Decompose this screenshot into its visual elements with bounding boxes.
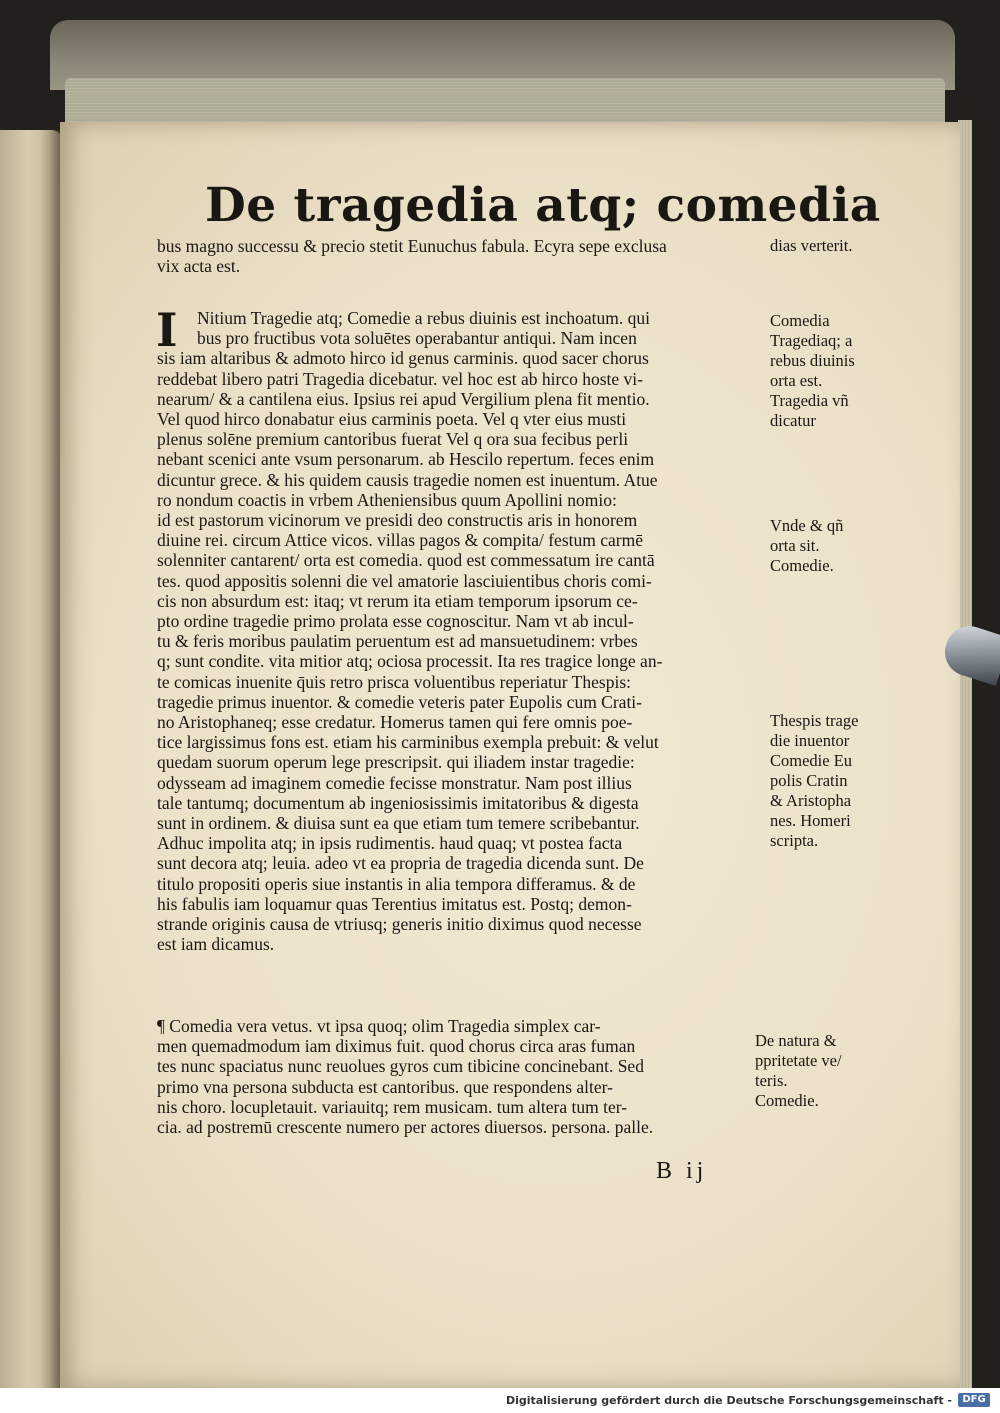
text-line: tes. quod appositis solenni die vel amatorie lasciuientibus choris comi- xyxy=(157,570,652,591)
text-line: q; sunt condite. vita mitior atq; ociosa processit. Ita res tragice longe an- xyxy=(157,651,663,672)
text-line: sunt decora atq; leuia. adeo vt ea propria de tragedia dicenda sunt. De xyxy=(157,853,644,874)
margin-line: Tragedia vñ xyxy=(770,391,849,410)
text-line: men quemadmodum iam diximus fuit. quod chorus circa aras fuman xyxy=(157,1036,636,1057)
text-line: diuine rei. circum Attice vicos. villas pagos & compita/ festum carmē xyxy=(157,530,643,551)
margin-line: Comedie. xyxy=(755,1091,819,1110)
text-line: dicuntur grece. & his quidem causis tragedie nomen est inuentum. Atue xyxy=(157,469,658,490)
text-line: cia. ad postremū crescente numero per actores diuersos. persona. palle. xyxy=(157,1117,654,1138)
margin-line: dicatur xyxy=(770,411,816,430)
marginal-note xyxy=(770,236,890,256)
text-line: Vel quod hirco donabatur eius carminis poeta. Vel q vter eius musti xyxy=(157,409,627,430)
text-line: te comicas inuenite q̄uis retro prisca voluentibus reperiatur Thespis: xyxy=(157,671,631,692)
marginal-note xyxy=(770,516,890,576)
margin-line: dias verterit. xyxy=(770,236,853,255)
text-line: bus pro fructibus vota soluētes operabantur antiqui. Nam incen xyxy=(197,328,637,349)
margin-line: nes. Homeri xyxy=(770,811,851,830)
text-line: odysseam ad imaginem comedie fecisse monstratur. Nam post illius xyxy=(157,772,632,793)
signature-mark: B ij xyxy=(656,1158,708,1184)
text-line: sis iam altaribus & admoto hirco id genus carminis. quod sacer chorus xyxy=(157,348,649,369)
text-line: nebant scenici ante vsum personarum. ab Hescilo repertum. feces enim xyxy=(157,449,655,470)
margin-line: polis Cratin xyxy=(770,771,848,790)
margin-line: teris. xyxy=(755,1071,788,1090)
text-line: titulo propositi operis siue instantis in alia tempora differamus. & de xyxy=(157,873,636,894)
running-heading: De tragedia atq; comedia xyxy=(205,178,881,233)
text-line: nis choro. locupletauit. variauitq; rem musicam. tum altera tum ter- xyxy=(157,1096,628,1117)
text-line: primo vna persona subducta est cantoribus. que respondens alter- xyxy=(157,1076,613,1097)
margin-line: Comedie Eu xyxy=(770,751,853,770)
text-line: his fabulis iam loquamur quas Terentius imitatus est. Postq; demon- xyxy=(157,893,632,914)
margin-line: ppritetate ve/ xyxy=(755,1051,842,1070)
margin-line: orta sit. xyxy=(770,536,820,555)
marginal-note xyxy=(770,311,890,431)
margin-line: & Aristopha xyxy=(770,791,852,810)
text-line: cis non absurdum est: itaq; vt rerum ita etiam temporum ipsorum ce- xyxy=(157,590,638,611)
text-line: id est pastorum vicinorum ve presidi deo constructis aris in honorem xyxy=(157,510,638,531)
text-line: est iam dicamus. xyxy=(157,934,275,955)
text-line: tragedie primus inuentor. & comedie veteris pater Eupolis cum Crati- xyxy=(157,691,643,712)
text-line: no Aristophaneq; esse credatur. Homerus tamen qui fere omnis poe- xyxy=(157,712,633,733)
marginal-note xyxy=(770,711,890,851)
margin-line: orta est. xyxy=(770,371,823,390)
footer-credit: Digitalisierung gefördert durch die Deutsche Forschungsgemeinschaft - xyxy=(505,1394,952,1407)
text-line: tes nunc spaciatus nunc reuolues gyros cum tibicine concinebant. Sed xyxy=(157,1056,644,1077)
margin-line: De natura & xyxy=(755,1031,837,1050)
text-line: ¶ Comedia vera vetus. vt ipsa quoq; olim Tragedia simplex car- xyxy=(157,1016,601,1036)
text-line: tale tantumq; documentum ab ingeniosissimis imitatoribus & digesta xyxy=(157,792,639,813)
text-line: ro nondum coactis in vrbem Atheniensibus quum Apollini nomio: xyxy=(157,489,617,510)
initial-letter: I xyxy=(156,303,178,357)
margin-line: scripta. xyxy=(770,831,819,850)
margin-line: Vnde & qñ xyxy=(770,516,844,535)
text-line: sunt in ordinem. & diuisa sunt ea que etiam tum temere scribebantur. xyxy=(157,813,640,834)
main-text-block xyxy=(156,303,767,955)
margin-line: Comedie. xyxy=(770,556,834,575)
margin-line: die inuentor xyxy=(770,731,850,750)
text-line: solenniter cantarent/ orta est comedia. quod est commessatum ire cantā xyxy=(157,550,655,571)
text-line: tu & feris moribus paulatim peruentum est ad mansuetudinem: vrbes xyxy=(157,631,638,652)
margin-line: Comedia xyxy=(770,311,830,330)
dfg-logo-icon[interactable]: DFG xyxy=(958,1393,990,1407)
footer-bar xyxy=(0,1388,1000,1413)
text-line: tice largissimus fons est. etiam his carminibus exempla prebuit: & velut xyxy=(157,732,659,753)
paragraph-two xyxy=(157,1016,767,1137)
marginal-note xyxy=(755,1031,875,1111)
margin-line: Thespis trage xyxy=(770,711,859,730)
text-line: reddebat libero patri Tragedia dicebatur. vel hoc est ab hirco hoste vi- xyxy=(157,368,643,389)
text-line: pto ordine tragedie primo prolata esse cognoscitur. Nam vt ab incul- xyxy=(157,611,634,632)
margin-line: Tragediaq; a xyxy=(770,331,853,350)
text-line: strande originis causa de vtriusq; generis initio diximus quod necesse xyxy=(157,914,642,935)
text-line: quedam suorum operum lege prescripsit. qui iliadem instar tragedie: xyxy=(157,752,635,773)
text-line: plenus solēne premium cantoribus fuerat Vel q ora sua fecibus perli xyxy=(157,429,629,450)
text-line: bus magno successu & precio stetit Eunuchus fabula. Ecyra sepe exclusa xyxy=(157,236,667,256)
carry-over-text xyxy=(157,236,767,276)
text-line: Nitium Tragedie atq; Comedie a rebus diuinis est inchoatum. qui xyxy=(197,308,651,328)
text-line: vix acta est. xyxy=(157,256,241,276)
text-line: nearum/ & a cantilena eius. Ipsius rei apud Vergilium plena fit mentio. xyxy=(157,388,650,409)
text-line: Adhuc impolita atq; in ipsis rudimentis. haud quaq; vt postea facta xyxy=(157,833,623,854)
right-page-edges xyxy=(958,120,972,1388)
margin-line: rebus diuinis xyxy=(770,351,855,370)
